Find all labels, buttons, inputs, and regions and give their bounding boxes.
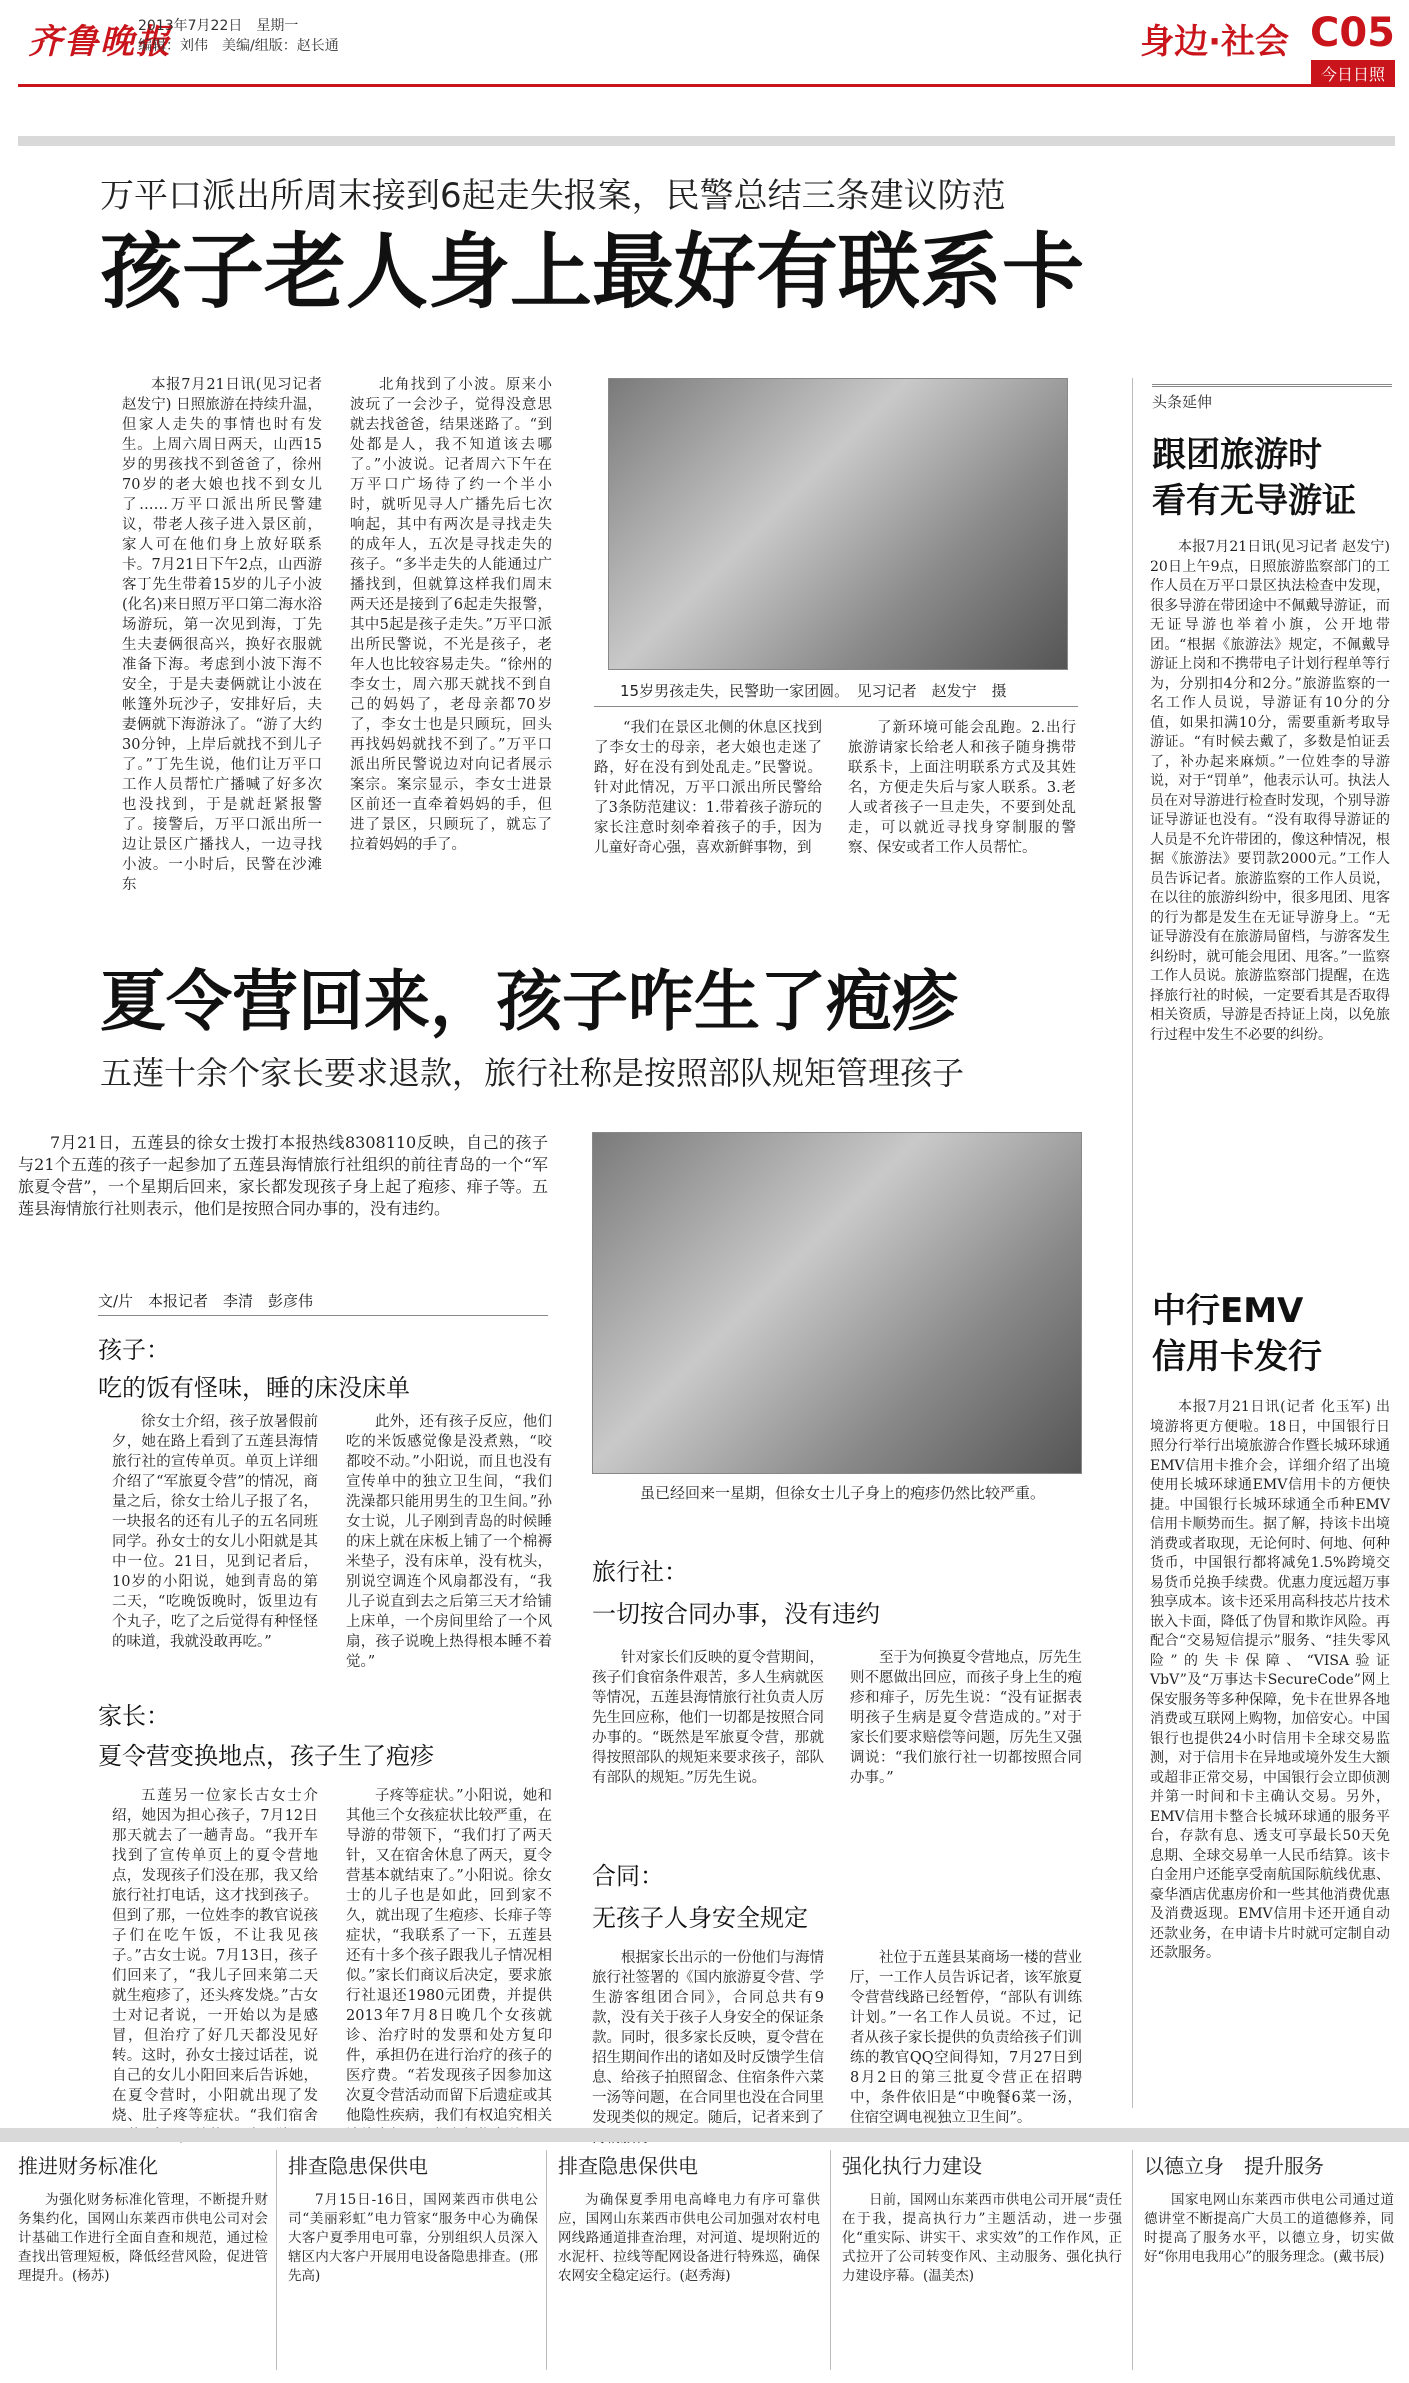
s3-label: 旅行社： [592, 1558, 688, 1586]
second-byline: 文/片 本报记者 李清 彭彦伟 [98, 1290, 548, 1316]
lead-column-2: 北角找到了小波。原来小波玩了一会沙子，觉得没意思就去找爸爸，结果迷路了。“到处都是人，我不知道该去哪了。”小波说。记者周六下午在万平口广场待了约一个半小时，就听见寻人广播先后七次响起，其中有两次是寻找走失的成年人，五次是寻找走失的孩子。“多半走失的人能通过广播找到，但就算这样我们周末两天还是接到了6起走失报警，其中5起是孩子走失。”万平口派出所民警说，不光是孩子，老年人也比较容易走失。“徐州的李女士，周六那天就找不到自己的妈妈了，老母亲都70岁了，李女士也是只顾玩，回头再找妈妈就找不到了。”万平口派出所民警说边对向记者展示案宗。案宗显示，李女士进景区前还一直牵着妈妈的手，但进了景区，只顾玩了，就忘了拉着妈妈的手了。 [350, 377, 552, 853]
side-tag: 头条延伸 [1152, 384, 1392, 412]
top-band [18, 136, 1395, 146]
s4-column-1: 根据家长出示的一份他们与海情旅行社签署的《国内旅游夏令营、学生游客组团合同》，合同总共有9款，没有关于孩子人身安全的保证条款。同时，很多家长反映，夏令营在招生期间作出的诸如及时反馈学生信息、给孩子拍照留念、住宿条件六菜一汤等问题，在合同里也没在合同里发现类似的规定。随后，记者来到了 [592, 1950, 824, 2126]
bottom-item-1 [18, 2150, 268, 2341]
side-story2-title-line2: 信用卡发行 [1152, 1337, 1322, 1377]
edition-badge: 今日日照 [1311, 60, 1395, 87]
second-headline: 夏令营回来，孩子咋生了疱疹 [100, 963, 958, 1040]
bottom-item-1-body: 为强化财务标准化管理，不断提升财务集约化，国网山东莱西市供电公司对会计基础工作进行全面自查和规范，通过检查找出管理短板，降低经营风险，促进管理提升。(杨苏) [18, 2192, 268, 2284]
bottom-item-5-body: 国家电网山东莱西市供电公司通过道德讲堂不断提高广大员工的道德修养，同时提高了服务水平，以德立身，切实做好“你用电我用心”的服务理念。(戴书辰) [1144, 2192, 1394, 2265]
lead-photo-rule [594, 706, 1078, 707]
lead-photo-caption: 15岁男孩走失，民警助一家团圆。 见习记者 赵发宁 摄 [620, 682, 1007, 700]
bottom-item-2-body: 7月15日-16日，国网莱西市供电公司“美丽彩虹”电力管家“服务中心为确保大客户夏季用电可靠，分别组织人员深入辖区内大客户开展用电设备隐患排查。(邢先高) [288, 2192, 538, 2284]
second-photo [592, 1132, 1082, 1474]
s4-title: 无孩子人身安全规定 [592, 1904, 808, 1932]
bottom-item-2 [288, 2150, 538, 2341]
lead-kicker: 万平口派出所周末接到6起走失报案，民警总结三条建议防范 [100, 176, 1006, 216]
issue-meta [138, 16, 339, 56]
s1-title: 吃的饭有怪味，睡的床没床单 [98, 1374, 410, 1402]
bottom-item-5 [1144, 2150, 1394, 2341]
bottom-band [0, 2128, 1409, 2142]
lead-headline: 孩子老人身上最好有联系卡 [100, 225, 1085, 320]
s4-label: 合同： [592, 1862, 664, 1890]
bottom-divider-1 [276, 2150, 277, 2370]
side-story2-title-line1: 中行EMV [1152, 1291, 1304, 1331]
bottom-divider-4 [1132, 2150, 1133, 2370]
lead-column-4: 了新环境可能会乱跑。2.出行旅游请家长给老人和孩子随身携带联系卡，上面注明联系方式及其姓名，方便走失后与家人联系。3.老人或者孩子一旦走失，不要到处乱走，可以就近寻找身穿制服的警察、保安或者工作人员帮忙。 [848, 720, 1076, 856]
bottom-item-1-title: 推进财务标准化 [18, 2154, 158, 2178]
newspaper-logo: 齐鲁晚报 [28, 22, 172, 62]
bottom-item-4-body: 日前，国网山东莱西市供电公司开展“责任在于我，提高执行力”主题活动，进一步强化“重实际、讲实干、求实效”的工作作风，正式拉开了公司转变作风、主动服务、强化执行力建设序幕。(温美杰) [842, 2192, 1122, 2284]
s3-column-1: 针对家长们反映的夏令营期间，孩子们食宿条件艰苦，多人生病就医等情况，五莲县海情旅行社负责人厉先生回应称，他们一切都是按照合同办事的。“既然是军旅夏令营，那就得按照部队的规矩来要求孩子，部队有部队的规矩。”厉先生说。 [592, 1650, 824, 1786]
bottom-divider-2 [546, 2150, 547, 2370]
bottom-divider-3 [830, 2150, 831, 2370]
side-story1-title-line1: 跟团旅游时 [1152, 435, 1322, 475]
s3-column-2: 至于为何换夏令营地点，厉先生则不愿做出回应，而孩子身上生的疱疹和痱子，厉先生说：“没有证据表明孩子生病是夏令营造成的。”对于家长们要求赔偿等问题，厉先生又强调说：“我们旅行社一切都按照合同办事。” [850, 1650, 1082, 1786]
s2-label: 家长： [98, 1702, 170, 1730]
section-name: 身边·社会 [1140, 22, 1289, 62]
s4-column-2: 社位于五莲县某商场一楼的营业厅，一工作人员告诉记者，该军旅夏令营营线路已经暂停，“部队有训练计划。”一名工作人员说。不过，记者从孩子家长提供的负责给孩子们训练的教官QQ空间得知，7月27日到8月2日的第三批夏令营正在招聘中，条件依旧是“中晚餐6菜一汤，住宿空调电视独立卫生间”。 [850, 1950, 1082, 2126]
bottom-item-3-body: 为确保夏季用电高峰电力有序可靠供应，国网山东莱西市供电公司加强对农村电网线路通道排查治理，对河道、堤坝附近的水泥杆、拉线等配网设备进行特殊巡，确保农网安全稳定运行。(赵秀海) [558, 2192, 820, 2284]
bottom-item-4 [842, 2150, 1122, 2341]
page-number: C05 [1309, 10, 1395, 56]
side-story1-title-line2: 看有无导游证 [1152, 481, 1356, 521]
side-divider [1132, 378, 1133, 2108]
side-story1-title [1152, 432, 1356, 524]
second-kicker: 五莲十余个家长要求退款，旅行社称是按照部队规矩管理孩子 [100, 1054, 965, 1092]
lead-column-1: 本报7月21日讯(见习记者 赵发宁) 日照旅游在持续升温，但家人走失的事情也时有发生。上周六周日两天，山西15岁的男孩找不到爸爸了，徐州70岁的老大娘也找不到女儿了……万平口派出所民警建议，带老人孩子进入景区前，家人可在他们身上放好联系卡。7月21日下午2点，山西游客丁先生带着15岁的儿子小波(化名)来日照万平口第二海水浴场游玩，第一次见到海，丁先生夫妻俩很高兴，换好衣服就准备下海。考虑到小波下海不安全，于是夫妻俩就让小波在帐篷外玩沙子，安排好后，夫妻俩就下海游泳了。“游了大约30分钟，上岸后就找不到儿子了。”丁先生说，他们让万平口工作人员帮忙广播喊了好多次也没找到，于是就赶紧报警了。接警后，万平口派出所一边让景区广播找人，一边寻找小波。一小时后，民警在沙滩东 [122, 377, 322, 893]
bottom-item-5-title: 以德立身 提升服务 [1144, 2154, 1324, 2178]
s1-column-2: 此外，还有孩子反应，他们吃的米饭感觉像是没煮熟，“咬都咬不动。”小阳说，而且也没有宣传单中的独立卫生间，“我们洗澡都只能用男生的卫生间。”孙女士说，儿子刚到青岛的时候睡的床上就在床板上铺了一个棉褥米垫子，没有床单，没有枕头，别说空调连个风扇都没有，“我儿子说直到去之后第三天才给铺上床单，一个房间里给了一个风扇，孩子说晚上热得根本睡不着觉。” [346, 1414, 552, 1670]
s2-column-1: 五莲另一位家长古女士介绍，她因为担心孩子，7月12日那天就去了一趟青岛。“我开车找到了宣传单页上的夏令营地点，发现孩子们没在那，我又给旅行社打电话，这才找到孩子。但到了那，一位姓李的教官说孩子们在吃午饭，不让我见孩子。”古女士说。7月13日，孩子们回来了，“我儿子回来第二天就生疱疹了，还头疼发烧。”古女士对记者说，一开始以为是感冒，但治疗了好几天都没见好转。这时，孙女士接过话茬，说自己的女儿小阳回来后告诉她，在夏令营时，小阳就出现了发烧、肚子疼等症状。“我们宿舍 [112, 1788, 318, 2124]
s2-column-2: 子疼等症状。”小阳说，她和其他三个女孩症状比较严重，在导游的带领下，“我们打了两天针，又在宿舍休息了两天，夏令营基本就结束了。”小阳说。徐女士的儿子也是如此，回到家不久，就出现了生疱疹、长痱子等症状，“我联系了一下，五莲县还有十多个孩子跟我儿子情况相似。”家长们商议后决定，要求旅行社退还1980元团费，并提供2013年7月8日晚几个女孩就诊、治疗时的发票和处方复印件，承担仍在进行治疗的孩子的医疗费。“若发现孩子因参加这次夏令营活动而留下后遗症或其他隐性疾病，我们有权追究相关 [346, 1788, 552, 2124]
s1-label: 孩子： [98, 1336, 170, 1364]
s1-column-1: 徐女士介绍，孩子放暑假前夕，她在路上看到了五莲县海情旅行社的宣传单页。单页上详细介绍了“军旅夏令营”的情况，商量之后，徐女士给儿子报了名，一块报名的还有儿子的五名同班同学。孙女士的女儿小阳就是其中一位。21日，见到记者后，10岁的小阳说，她到青岛的第二天，“吃晚饭晚时，饭里边有个丸子，吃了之后觉得有种怪怪的味道，我就没敢再吃。” [112, 1414, 318, 1650]
header-rule [18, 84, 1395, 87]
bottom-item-3 [558, 2150, 820, 2341]
second-photo-caption: 虽已经回来一星期，但徐女士儿子身上的疱疹仍然比较严重。 [640, 1484, 1046, 1502]
side-story2-body: 本报7月21日讯(记者 化玉军) 出境游将更方便啦。18日，中国银行日照分行举行出境旅游合作暨长城环球通EMV信用卡推介会，详细介绍了出境使用长城环球通EMV信用卡的方便快捷。中国银行长城环球通全币种EMV信用卡顺势而生。据了解，持该卡出境消费或者取现，无论何时、何地、何种货币，中国银行都将减免1.5%跨境交易货币兑换手续费。优惠力度远超万事独享成本。该卡还采用高科技芯片技术嵌入卡面，降低了伪冒和欺诈风险。再配合“交易短信提示”服务、“挂失零风险”的失卡保障、“VISA验证VbV”及“万事达卡SecureCode”网上保安服务等多种保障，免卡在世界各地消费或互联网上购物，加倍安心。中国银行也提供24小时信用卡全球交易监测，对于信用卡在异地或境外发生大额或超非正常交易，中国银行会立即侦测并第一时间和卡主确认交易。另外，EMV信用卡整合长城环球通的服务平台，存款有息、透支可享最长50天免息期、全球交易单一人民币结算。该卡白金用户还能享受南航国际航线优惠、豪华酒店优惠房价和一些其他消费优惠及消费返现。EMV信用卡还开通自动还款业务，在申请卡片时就可定制自动还款服务。 [1150, 1399, 1390, 1961]
bottom-item-2-title: 排查隐患保供电 [288, 2154, 428, 2178]
second-intro: 7月21日，五莲县的徐女士拨打本报热线8308110反映，自己的孩子与21个五莲的孩子一起参加了五莲县海情旅行社组织的前往青岛的一个“军旅夏令营”，一个星期后回来，家长都发现孩子身上起了疱疹、痱子等。五莲县海情旅行社则表示，他们是按照合同办事的，没有违约。 [18, 1133, 548, 1218]
s3-title: 一切按合同办事，没有违约 [592, 1600, 880, 1628]
s2-title: 夏令营变换地点，孩子生了疱疹 [98, 1742, 434, 1770]
bottom-item-3-title: 排查隐患保供电 [558, 2154, 698, 2178]
editor-line: 编辑：刘伟 美编/组版：赵长通 [138, 38, 339, 54]
lead-column-3: “我们在景区北侧的休息区找到了李女士的母亲，老大娘也走迷了路，好在没有到处乱走。”民警说。针对此情况，万平口派出所民警给了3条防范建议：1.带着孩子游玩的家长注意时刻牵着孩子的手，因为儿童好奇心强，喜欢新鲜事物，到 [594, 720, 822, 856]
side-story1-body: 本报7月21日讯(见习记者 赵发宁) 20日上午9点，日照旅游监察部门的工作人员在万平口景区执法检查中发现，很多导游在带团途中不佩戴导游证，而无证导游也举着小旗，公开地带团。“根据《旅游法》规定，不佩戴导游证上岗和不携带电子计划行程单等行为，分别扣4分和2分。”旅游监察的一名工作人员说，导游证有10分的分值，如果扣满10分，需要重新考取导游证。“有时候去戴了，多数是怕证丢了，补办起来麻烦。”一位姓李的导游说，对于“罚单”，他表示认可。执法人员在对导游进行检查时发现，个别导游证导游证也没有。“没有取得导游证的人员是不允许带团的，像这种情况，根据《旅游法》要罚款2000元。”工作人员告诉记者。旅游监察的工作人员说，在以往的旅游纠纷中，很多甩团、甩客的行为都是发生在无证导游身上。“无证导游没有在旅游局留档，与游客发生纠纷时，就可能会甩团、甩客。”一监察工作人员说。旅游监察部门提醒，在选择旅行社的时候，一定要看其是否取得相关资质，导游是否持证上岗，以免旅行过程中发生不必要的纠纷。 [1150, 539, 1390, 1043]
lead-photo [608, 378, 1068, 670]
side-story2-title [1152, 1288, 1322, 1380]
issue-date: 2013年7月22日 星期一 [138, 18, 299, 34]
bottom-item-4-title: 强化执行力建设 [842, 2154, 982, 2178]
